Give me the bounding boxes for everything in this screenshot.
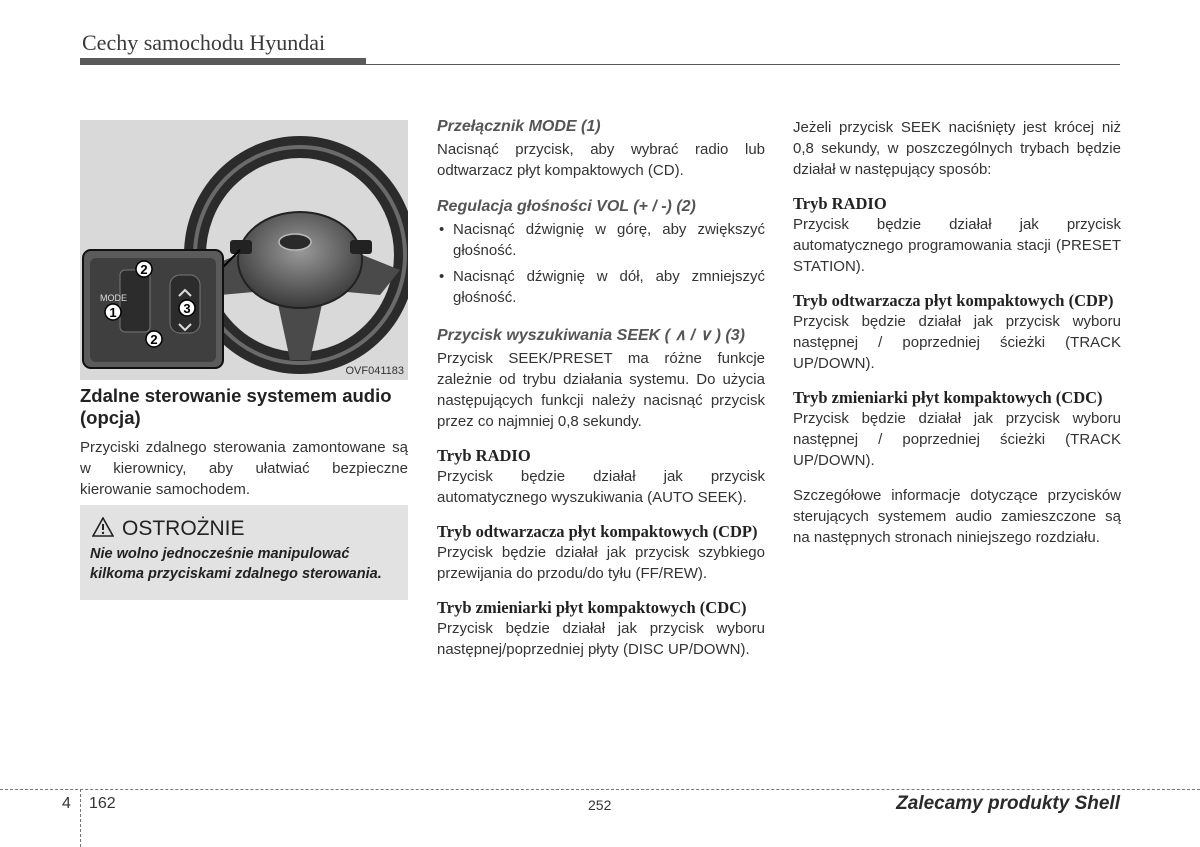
cdp-mode-title: Tryb odtwarzacza płyt kompaktowych (CDP) — [437, 522, 758, 541]
cdc-short-title: Tryb zmieniarki płyt kompaktowych (CDC) — [793, 388, 1103, 407]
warning-triangle-icon — [92, 517, 114, 537]
cdc-mode-title: Tryb zmieniarki płyt kompaktowych (CDC) — [437, 598, 747, 617]
radio-short-title: Tryb RADIO — [793, 194, 887, 213]
callout-3: 3 — [183, 301, 191, 316]
callout-2-bottom: 2 — [150, 332, 158, 347]
section-title-remote-audio: Zdalne sterowanie systemem audio (opcja) — [80, 385, 392, 428]
seek-text: Przycisk SEEK/PRESET ma różne funkcje zależnie od trybu działania systemu. Do użycia następujących funkcji należy nacisnąć przycisk przez co najmniej 0,8 sekundy. — [437, 350, 765, 430]
radio-mode-text: Przycisk będzie działał jak przycisk automatycznego wyszukiwania (AUTO SEEK). — [437, 468, 765, 506]
cdc-short-text: Przycisk będzie działał jak przycisk wyboru następnej / poprzedniej ścieżki (TRACK UP/DOWN). — [793, 410, 1121, 469]
header-bar — [80, 58, 366, 65]
cdc-mode-text: Przycisk będzie działał jak przycisk wyboru następnej/poprzedniej płyty (DISC UP/DOWN). — [437, 620, 765, 658]
caution-box — [80, 505, 408, 600]
page-number: 162 — [89, 795, 116, 812]
column-2 — [437, 117, 765, 660]
cdp-short-text: Przycisk będzie działał jak przycisk wyboru następnej / poprzedniej ścieżki (TRACK UP/DOWN). — [793, 313, 1121, 372]
list-item: • Nacisnąć dźwignię w dół, aby zmniejszyć głośność. — [437, 266, 765, 308]
column-1 — [80, 385, 408, 500]
caution-text: Nie wolno jednocześnie manipulować kilkoma przyciskami zdalnego sterowania. — [90, 546, 382, 582]
volume-title: Regulacja głośności VOL (+ / -) (2) — [437, 198, 696, 215]
cdp-mode-text: Przycisk będzie działał jak przycisk szybkiego przewijania do przodu/do tyłu (FF/REW). — [437, 544, 765, 582]
radio-short-text: Przycisk będzie działał jak przycisk automatycznego programowania stacji (PRESET STATION). — [793, 216, 1121, 275]
callout-1: 1 — [109, 305, 117, 320]
steering-wheel-illustration — [80, 120, 408, 380]
footer-divider — [0, 789, 1200, 790]
caution-title: OSTROŻNIE — [122, 517, 245, 540]
radio-mode-title: Tryb RADIO — [437, 446, 531, 465]
steering-wheel-drawing — [80, 120, 408, 380]
figure-code: OVF041183 — [345, 365, 404, 377]
header-rule — [366, 64, 1120, 65]
page-header-title: Cechy samochodu Hyundai — [82, 30, 326, 55]
mode-switch-title: Przełącznik MODE (1) — [437, 118, 601, 135]
mode-switch-text: Nacisnąć przycisk, aby wybrać radio lub odtwarzacz płyt kompaktowych (CD). — [437, 141, 765, 179]
list-item: • Nacisnąć dźwignię w górę, aby zwiększyć głośność. — [437, 219, 765, 261]
short-press-intro: Jeżeli przycisk SEEK naciśnięty jest krócej niż 0,8 sekundy, w poszczególnych trybach będzie działał w następujący sposób: — [793, 119, 1121, 178]
column-3 — [793, 117, 1121, 548]
volume-list — [437, 219, 765, 308]
details-note: Szczegółowe informacje dotyczące przycisków sterujących systemem audio zamieszczone są na następnych stronach niniejszego rozdziału. — [793, 487, 1121, 546]
remote-audio-description: Przyciski zdalnego sterowania zamontowane są w kierownicy, aby ułatwiać bezpieczne kierowanie samochodem. — [80, 439, 408, 498]
callout-2-top: 2 — [140, 262, 148, 277]
seek-title: Przycisk wyszukiwania SEEK ( ∧ / ∨ ) (3) — [437, 327, 745, 344]
mode-label: MODE — [100, 293, 127, 303]
page-counter: 252 — [588, 797, 612, 813]
cdp-short-title: Tryb odtwarzacza płyt kompaktowych (CDP) — [793, 291, 1114, 310]
section-number: 4 — [62, 795, 71, 812]
footer-vertical-divider — [80, 789, 81, 847]
footer-brand: Zalecamy produkty Shell — [896, 793, 1120, 814]
